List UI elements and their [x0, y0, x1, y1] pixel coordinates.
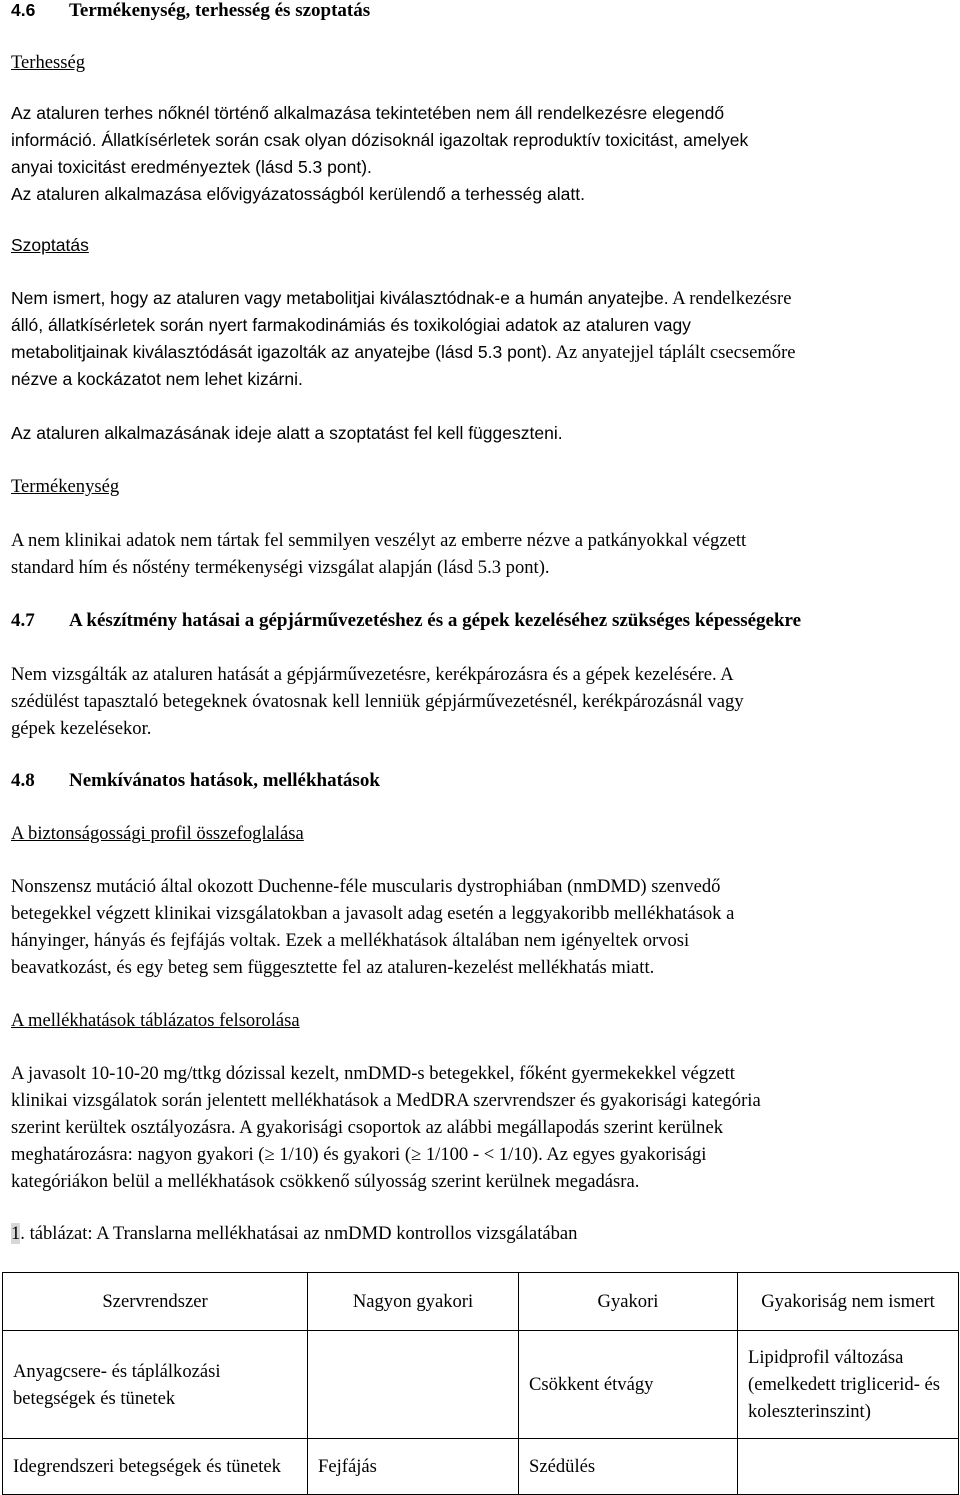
header-organ-system: Szervrendszer [3, 1273, 308, 1331]
table-row [3, 1439, 959, 1495]
header-common: Gyakori [519, 1273, 738, 1331]
section-4-8-heading: 4.8 Nemkívánatos hatások, mellékhatások [11, 770, 380, 791]
fertility-paragraph: A nem klinikai adatok nem tártak fel semmilyen veszélyt az emberre nézve a patkányokkal végzett standard hím és nőstény termékenységi vizsgálat alapján (lásd 5.3 pont). [11, 530, 747, 578]
safety-summary-heading: A biztonságossági profil összefoglalása [11, 823, 304, 844]
table-caption: 1. táblázat: A Translarna mellékhatásai az nmDMD kontrollos vizsgálatában [11, 1223, 578, 1244]
table-header-row [3, 1273, 959, 1331]
pregnancy-paragraph: Az ataluren terhes nőknél történő alkalmazása tekintetében nem áll rendelkezésre elegendő információ. Állatkísérletek során csak olyan dózisoknál igazoltak reproduktív toxicitást, amelyek anyai toxicitást eredményeztek (lásd 5.3 pont). Az ataluren alkalmazása elővigyázatosságból kerülendő a terhesség alatt. [11, 103, 749, 204]
breastfeeding-heading: Szoptatás [11, 235, 89, 255]
table-cell: Lipidprofil változása (emelkedett triglicerid- és koleszterinszint) [738, 1331, 959, 1439]
table-cell: Szédülés [519, 1439, 738, 1495]
breastfeeding-paragraph-2: Az ataluren alkalmazásának ideje alatt a szoptatást fel kell függeszteni. [11, 423, 563, 443]
safety-summary-paragraph: Nonszensz mutáció által okozott Duchenne-féle muscularis dystrophiában (nmDMD) szenvedő betegekkel végzett klinikai vizsgálatokban a javasolt adag esetén a leggyakoribb mellékhatások a hányinger, hányás és fejfájás voltak. Ezek a mellékhatások általában nem igényeltek orvosi beavatkozást, és egy beteg sem függesztette fel az ataluren-kezelést mellékhatás miatt. [11, 876, 735, 978]
adverse-reactions-table [2, 1272, 959, 1495]
table-cell [308, 1331, 519, 1439]
table-cell [738, 1439, 959, 1495]
fertility-heading: Termékenység [11, 476, 120, 497]
table-cell: Fejfájás [308, 1439, 519, 1495]
table-cell: Csökkent étvágy [519, 1331, 738, 1439]
header-frequency-unknown: Gyakoriság nem ismert [738, 1273, 959, 1331]
table-cell: Idegrendszeri betegségek és tünetek [3, 1439, 308, 1495]
section-4-6-heading: 4.6 Termékenység, terhesség és szoptatás [11, 0, 371, 21]
breastfeeding-paragraph: Nem ismert, hogy az ataluren vagy metabolitjai kiválasztódnak-e a humán anyatejbe. A rendelkezésre álló, állatkísérletek során nyert farmakodinámiás és toxikológiai adatok az ataluren vagy metabolitjainak kiválasztódását igazolták az anyatejbe (lásd 5.3 pont). Az anyatejjel táplált csecsemőre nézve a kockázatot nem lehet kizárni. [11, 288, 796, 389]
pregnancy-heading: Terhesség [11, 52, 86, 73]
section-4-7-heading: 4.7 A készítmény hatásai a gépjárművezetéshez és a gépek kezeléséhez szükséges képességekre [11, 610, 802, 631]
table-cell: Anyagcsere- és táplálkozási betegségek és tünetek [3, 1331, 308, 1439]
header-very-common: Nagyon gyakori [308, 1273, 519, 1331]
tabulated-list-heading: A mellékhatások táblázatos felsorolása [11, 1010, 300, 1031]
table-row [3, 1331, 959, 1439]
tabulated-list-paragraph: A javasolt 10-10-20 mg/ttkg dózissal kezelt, nmDMD-s betegekkel, főként gyermekekkel végzett klinikai vizsgálatok során jelentett mellékhatások a MedDRA szervrendszer és gyakorisági kategória szerint kerültek osztályozásra. A gyakorisági csoportok az alábbi megállapodás szerint kerülnek meghatározásra: nagyon gyakori (≥ 1/10) és gyakori (≥ 1/100 - < 1/10). Az egyes gyakorisági kategóriákon belül a mellékhatások csökkenő súlyosság szerint kerülnek megadásra. [11, 1063, 761, 1192]
section-4-7-paragraph: Nem vizsgálták az ataluren hatását a gépjárművezetésre, kerékpározásra és a gépek kezelésére. A szédülést tapasztaló betegeknek óvatosnak kell lenniük gépjárművezetésnél, kerékpározásnál vagy gépek kezelésekor. [11, 664, 744, 739]
